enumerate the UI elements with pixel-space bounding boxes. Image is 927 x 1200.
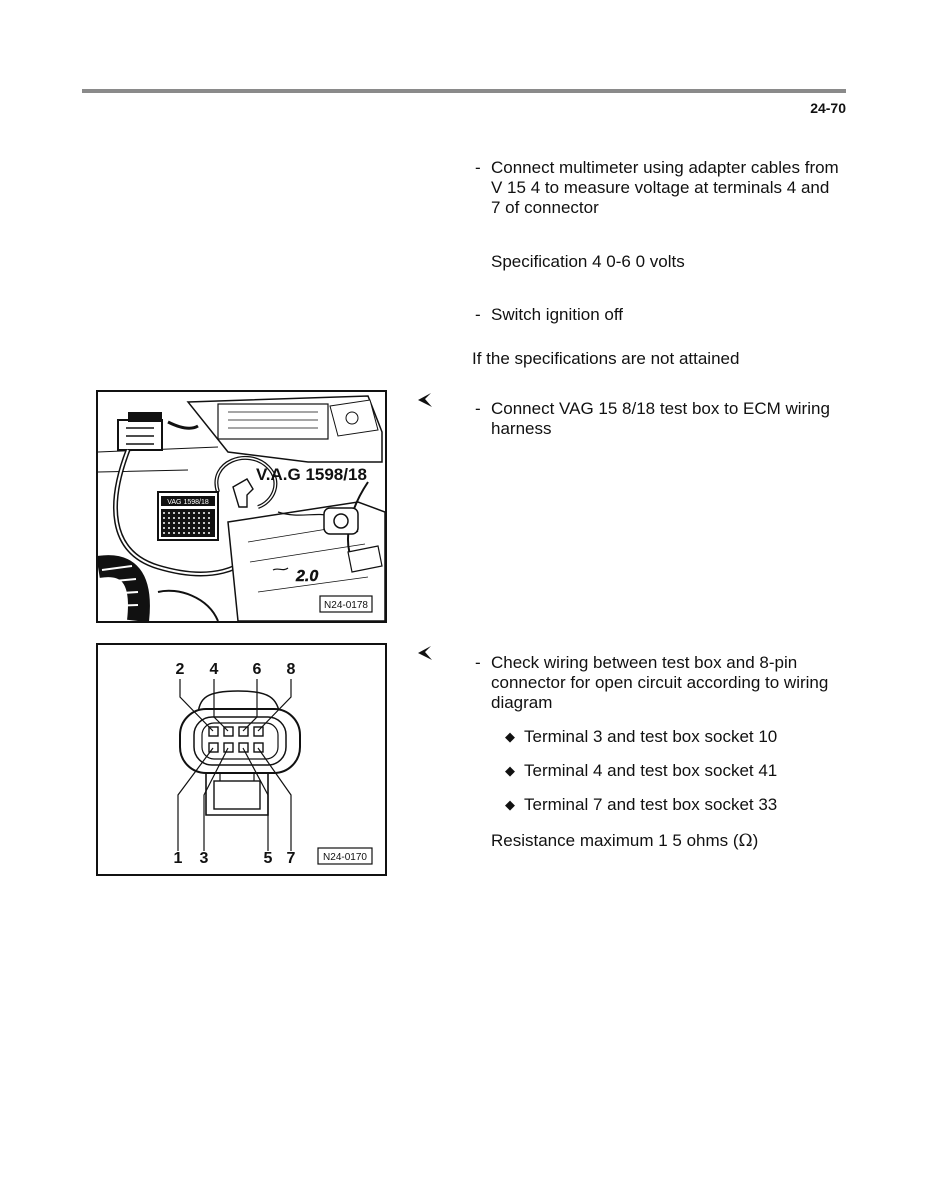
ohm-symbol: Ω — [738, 831, 753, 851]
pin-label: 3 — [199, 850, 209, 867]
check-wiring-line-3: diagram — [491, 693, 553, 712]
test-box-line-1: Connect VAG 15 8/18 test box to ECM wiring — [491, 399, 830, 418]
diamond-bullet-icon: ◆ — [505, 763, 515, 778]
engine-bay-illustration — [98, 392, 385, 621]
pin-label: 6 — [252, 661, 262, 678]
multimeter-line-1: Connect multimeter using adapter cables from — [491, 158, 839, 177]
pin-label: 4 — [209, 661, 219, 678]
connector-diagram — [98, 645, 385, 874]
check-wiring-line-2: connector for open circuit according to wiring — [491, 673, 829, 692]
pin-label: 2 — [175, 661, 185, 678]
engine-badge: 2.0 — [296, 568, 319, 585]
ignition-off-text: Switch ignition off — [491, 305, 623, 324]
step-dash: - — [475, 399, 481, 418]
test-box-step — [470, 399, 846, 443]
resistance-text — [491, 831, 758, 851]
pointer-arrow-icon — [416, 645, 434, 663]
resistance-close: ) — [752, 831, 759, 850]
step-dash: - — [475, 653, 481, 672]
tool-label: V.A.G 1598/18 — [256, 465, 367, 484]
pin-label: 7 — [286, 850, 296, 867]
pointer-arrow-icon — [416, 392, 434, 410]
terminal-item: Terminal 4 and test box socket 41 — [524, 761, 778, 780]
terminal-item: Terminal 3 and test box socket 10 — [524, 727, 778, 746]
resistance-label: Resistance maximum 1 5 ohms ( — [491, 831, 739, 850]
test-box-label: VAG 1598/18 — [167, 499, 209, 506]
multimeter-step — [470, 158, 846, 224]
diamond-bullet-icon: ◆ — [505, 729, 515, 744]
step-dash: - — [475, 158, 481, 177]
specification-text: Specification 4 0-6 0 volts — [491, 252, 685, 271]
check-wiring-line-1: Check wiring between test box and 8-pin — [491, 653, 798, 672]
diamond-bullet-icon: ◆ — [505, 797, 515, 812]
test-box-line-2: harness — [491, 419, 552, 438]
page-number: 24-70 — [810, 100, 846, 116]
step-dash: - — [475, 305, 481, 324]
pin-label: 5 — [263, 850, 273, 867]
not-attained-text: If the specifications are not attained — [472, 349, 740, 368]
multimeter-line-3: 7 of connector — [491, 198, 599, 217]
figure-ref-code: N24-0178 — [324, 600, 368, 611]
figure-connector — [96, 643, 387, 876]
check-wiring-step — [470, 653, 846, 717]
pin-label: 1 — [173, 850, 183, 867]
figure-engine-bay — [96, 390, 387, 623]
figure-ref-code: N24-0170 — [323, 852, 367, 863]
multimeter-line-2: V 15 4 to measure voltage at terminals 4 and — [491, 178, 830, 197]
header-rule — [82, 89, 846, 93]
pin-label: 8 — [286, 661, 296, 678]
terminal-item: Terminal 7 and test box socket 33 — [524, 795, 778, 814]
